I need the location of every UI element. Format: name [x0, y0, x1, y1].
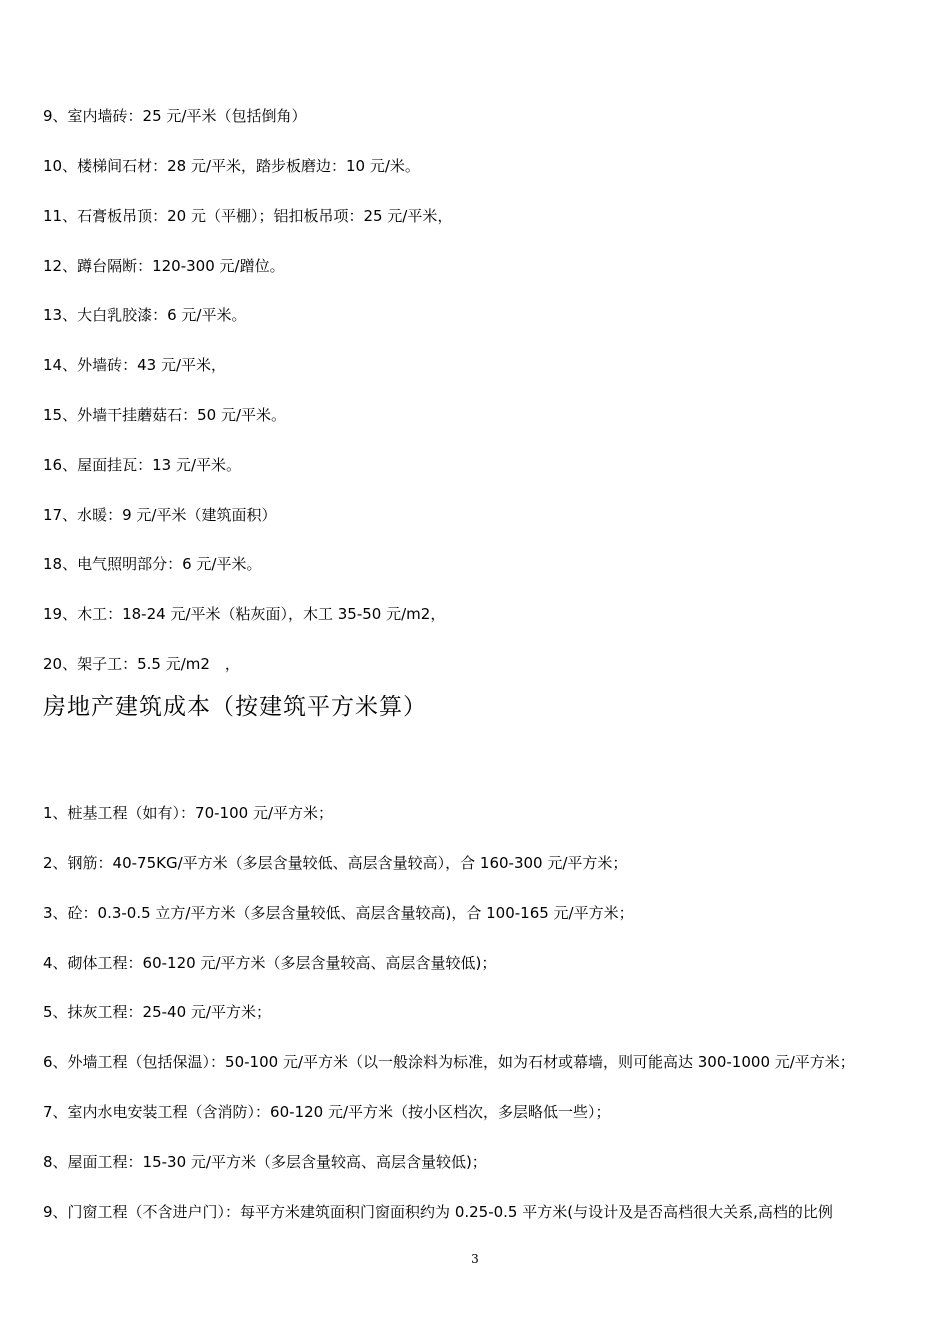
- list-item: 14、外墙砖：43 元/平米，: [43, 356, 226, 374]
- section-heading: 房地产建筑成本（按建筑平方米算）: [43, 694, 427, 720]
- list-item: 4、砌体工程：60-120 元/平方米（多层含量较高、高层含量较低)；: [43, 954, 497, 972]
- list-item: 2、钢筋：40-75KG/平方米（多层含量较低、高层含量较高），合 160-300 元/平方米；: [43, 854, 628, 872]
- list-item: 9、门窗工程（不含进户门）：每平方米建筑面积门窗面积约为 0.25-0.5 平方米(与设计及是否高档很大关系,高档的比例: [43, 1203, 833, 1221]
- list-item: 7、室内水电安装工程（含消防）：60-120 元/平方米（按小区档次，多层略低一些）；: [43, 1103, 611, 1121]
- list-item: 13、大白乳胶漆：6 元/平米。: [43, 306, 247, 324]
- list-item: 17、水暖：9 元/平米（建筑面积）: [43, 506, 277, 524]
- list-item: 9、室内墙砖：25 元/平米（包括倒角）: [43, 107, 307, 125]
- page-number: 3: [471, 1252, 479, 1266]
- list-item: 19、木工：18-24 元/平米（粘灰面），木工 35-50 元/m2，: [43, 605, 446, 623]
- list-item: 3、砼：0.3-0.5 立方/平方米（多层含量较低、高层含量较高)，合 100-165 元/平方米；: [43, 904, 634, 922]
- list-item: 10、楼梯间石材：28 元/平米，踏步板磨边：10 元/米。: [43, 157, 420, 175]
- list-item: 18、电气照明部分：6 元/平米。: [43, 555, 262, 573]
- list-item: 16、屋面挂瓦：13 元/平米。: [43, 456, 241, 474]
- list-item: 20、架子工：5.5 元/m2 ，: [43, 655, 240, 673]
- list-item: 1、桩基工程（如有）：70-100 元/平方米；: [43, 804, 333, 822]
- list-item: 8、屋面工程：15-30 元/平方米（多层含量较高、高层含量较低)；: [43, 1153, 487, 1171]
- list-item: 11、石膏板吊顶：20 元（平棚）；铝扣板吊项：25 元/平米，: [43, 207, 453, 225]
- list-item: 6、外墙工程（包括保温）：50-100 元/平方米（以一般涂料为标准，如为石材或幕墙，则可能高达 300-1000 元/平方米；: [43, 1053, 855, 1071]
- list-item: 5、抹灰工程：25-40 元/平方米；: [43, 1003, 271, 1021]
- list-item: 15、外墙干挂蘑菇石：50 元/平米。: [43, 406, 286, 424]
- list-item: 12、蹲台隔断：120-300 元/蹭位。: [43, 257, 285, 275]
